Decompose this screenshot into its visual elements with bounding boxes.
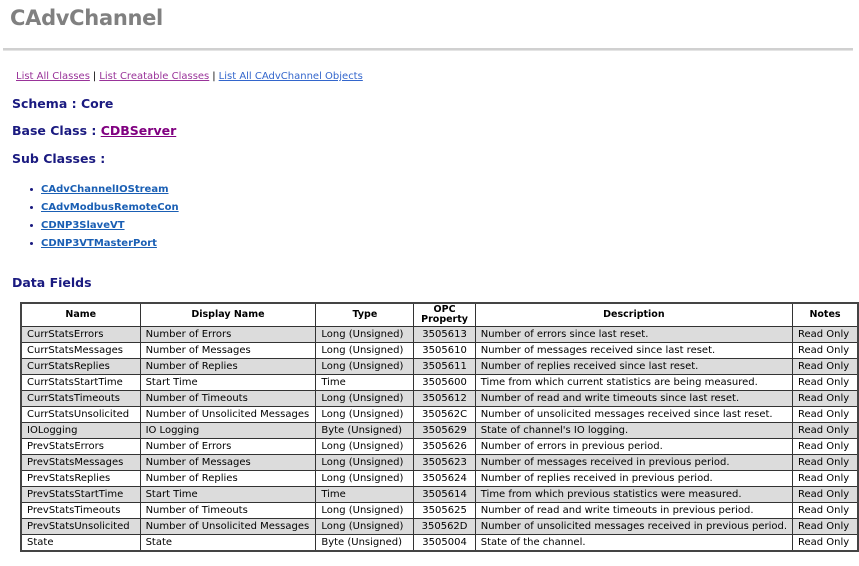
cell-opc-property: 3505626 (414, 439, 475, 455)
table-row (21, 407, 858, 423)
cell-type: Time (316, 487, 414, 503)
cell-display-name: Number of Replies (140, 359, 316, 375)
column-header-name: Name (21, 303, 140, 327)
nav-separator: | (92, 71, 97, 82)
cell-notes: Read Only (793, 487, 859, 503)
cell-name: PrevStatsTimeouts (21, 503, 140, 519)
table-row (21, 535, 858, 552)
cell-notes: Read Only (793, 327, 859, 343)
cell-description: State of the channel. (475, 535, 792, 552)
page-title: CAdvChannel (10, 6, 163, 30)
column-header-opc-property: OPC Property (414, 303, 475, 327)
cell-type: Long (Unsigned) (316, 407, 414, 423)
table-row (21, 455, 858, 471)
column-header-display-name: Display Name (140, 303, 316, 327)
table-row (21, 503, 858, 519)
nav-links (16, 71, 363, 82)
cell-opc-property: 3505614 (414, 487, 475, 503)
nav-separator: | (212, 71, 216, 82)
table-row (21, 391, 858, 407)
list-item (30, 234, 179, 252)
cell-opc-property: 3505613 (414, 327, 475, 343)
cell-name: PrevStatsMessages (21, 455, 140, 471)
cell-opc-property: 3505629 (414, 423, 475, 439)
cell-opc-property: 3505600 (414, 375, 475, 391)
cell-opc-property: 3505625 (414, 503, 475, 519)
cell-name: PrevStatsUnsolicited (21, 519, 140, 535)
list-creatable-classes-link[interactable]: List Creatable Classes (99, 71, 210, 82)
column-header-notes: Notes (793, 303, 859, 327)
cell-type: Long (Unsigned) (316, 327, 414, 343)
sub-class-link[interactable]: CAdvChannelIOStream (41, 183, 169, 195)
cell-type: Long (Unsigned) (316, 471, 414, 487)
sub-class-link[interactable]: CDNP3SlaveVT (41, 219, 125, 231)
cell-notes: Read Only (793, 359, 859, 375)
cell-name: PrevStatsErrors (21, 439, 140, 455)
list-item (30, 180, 179, 198)
table-row (21, 471, 858, 487)
cell-display-name: Start Time (140, 375, 316, 391)
cell-opc-property: 350562C (414, 407, 475, 423)
bullet-icon (30, 206, 33, 209)
cell-description: Number of messages received in previous period. (475, 455, 792, 471)
sub-classes-heading: Sub Classes : (12, 151, 106, 166)
cell-description: Number of unsolicited messages received in previous period. (475, 519, 792, 535)
cell-name: State (21, 535, 140, 552)
cell-description: Number of errors in previous period. (475, 439, 792, 455)
table-row (21, 423, 858, 439)
sub-classes-list (30, 180, 179, 252)
bullet-icon (30, 242, 33, 245)
cell-name: CurrStatsStartTime (21, 375, 140, 391)
cell-display-name: IO Logging (140, 423, 316, 439)
cell-notes: Read Only (793, 423, 859, 439)
data-fields-table (20, 302, 859, 552)
cell-display-name: Number of Unsolicited Messages (140, 519, 316, 535)
cell-description: Number of read and write timeouts in previous period. (475, 503, 792, 519)
bullet-icon (30, 188, 33, 191)
cell-opc-property: 3505624 (414, 471, 475, 487)
cell-notes: Read Only (793, 535, 859, 552)
cell-name: CurrStatsReplies (21, 359, 140, 375)
base-class-heading (12, 123, 176, 138)
list-all-classes-link[interactable]: List All Classes (16, 71, 90, 82)
cell-name: CurrStatsTimeouts (21, 391, 140, 407)
cell-description: Number of errors since last reset. (475, 327, 792, 343)
cell-display-name: Number of Unsolicited Messages (140, 407, 316, 423)
cell-notes: Read Only (793, 343, 859, 359)
cell-display-name: Number of Timeouts (140, 503, 316, 519)
cell-name: CurrStatsErrors (21, 327, 140, 343)
cell-description: Number of unsolicited messages received since last reset. (475, 407, 792, 423)
cell-notes: Read Only (793, 519, 859, 535)
table-row (21, 327, 858, 343)
cell-notes: Read Only (793, 391, 859, 407)
cell-display-name: Number of Timeouts (140, 391, 316, 407)
table-row (21, 519, 858, 535)
cell-notes: Read Only (793, 503, 859, 519)
column-header-description: Description (475, 303, 792, 327)
cell-description: State of channel's IO logging. (475, 423, 792, 439)
cell-name: CurrStatsMessages (21, 343, 140, 359)
cell-display-name: Number of Errors (140, 439, 316, 455)
cell-type: Long (Unsigned) (316, 343, 414, 359)
cell-type: Long (Unsigned) (316, 455, 414, 471)
table-row (21, 375, 858, 391)
cell-opc-property: 350562D (414, 519, 475, 535)
cell-opc-property: 3505611 (414, 359, 475, 375)
cell-description: Number of replies received since last reset. (475, 359, 792, 375)
header-divider (3, 48, 853, 51)
cell-opc-property: 3505623 (414, 455, 475, 471)
cell-notes: Read Only (793, 375, 859, 391)
cell-description: Number of messages received since last reset. (475, 343, 792, 359)
cell-display-name: State (140, 535, 316, 552)
schema-heading: Schema : Core (12, 96, 114, 111)
cell-opc-property: 3505004 (414, 535, 475, 552)
base-class-link[interactable]: CDBServer (100, 123, 177, 138)
cell-display-name: Number of Errors (140, 327, 316, 343)
table-header-row (21, 303, 858, 327)
sub-class-link[interactable]: CDNP3VTMasterPort (41, 237, 157, 249)
cell-notes: Read Only (793, 439, 859, 455)
data-fields-heading: Data Fields (12, 275, 92, 290)
list-item (30, 198, 179, 216)
cell-description: Number of replies received in previous period. (475, 471, 792, 487)
cell-notes: Read Only (793, 455, 859, 471)
sub-class-link[interactable]: CAdvModbusRemoteCon (41, 201, 179, 213)
cell-display-name: Number of Replies (140, 471, 316, 487)
cell-type: Long (Unsigned) (316, 439, 414, 455)
cell-notes: Read Only (793, 471, 859, 487)
cell-description: Time from which current statistics are being measured. (475, 375, 792, 391)
cell-name: IOLogging (21, 423, 140, 439)
cell-display-name: Start Time (140, 487, 316, 503)
table-row (21, 487, 858, 503)
bullet-icon (30, 224, 33, 227)
cell-name: CurrStatsUnsolicited (21, 407, 140, 423)
list-all-objects-link[interactable]: List All CAdvChannel Objects (218, 71, 363, 82)
cell-opc-property: 3505612 (414, 391, 475, 407)
table-row (21, 359, 858, 375)
cell-type: Long (Unsigned) (316, 503, 414, 519)
cell-name: PrevStatsStartTime (21, 487, 140, 503)
cell-type: Long (Unsigned) (316, 359, 414, 375)
cell-type: Long (Unsigned) (316, 391, 414, 407)
cell-display-name: Number of Messages (140, 455, 316, 471)
cell-display-name: Number of Messages (140, 343, 316, 359)
cell-opc-property: 3505610 (414, 343, 475, 359)
cell-type: Byte (Unsigned) (316, 535, 414, 552)
cell-description: Time from which previous statistics were measured. (475, 487, 792, 503)
cell-description: Number of read and write timeouts since last reset. (475, 391, 792, 407)
cell-type: Byte (Unsigned) (316, 423, 414, 439)
table-row (21, 343, 858, 359)
column-header-type: Type (316, 303, 414, 327)
table-row (21, 439, 858, 455)
base-class-label: Base Class : (12, 123, 101, 138)
cell-name: PrevStatsReplies (21, 471, 140, 487)
list-item (30, 216, 179, 234)
cell-type: Time (316, 375, 414, 391)
cell-type: Long (Unsigned) (316, 519, 414, 535)
cell-notes: Read Only (793, 407, 859, 423)
